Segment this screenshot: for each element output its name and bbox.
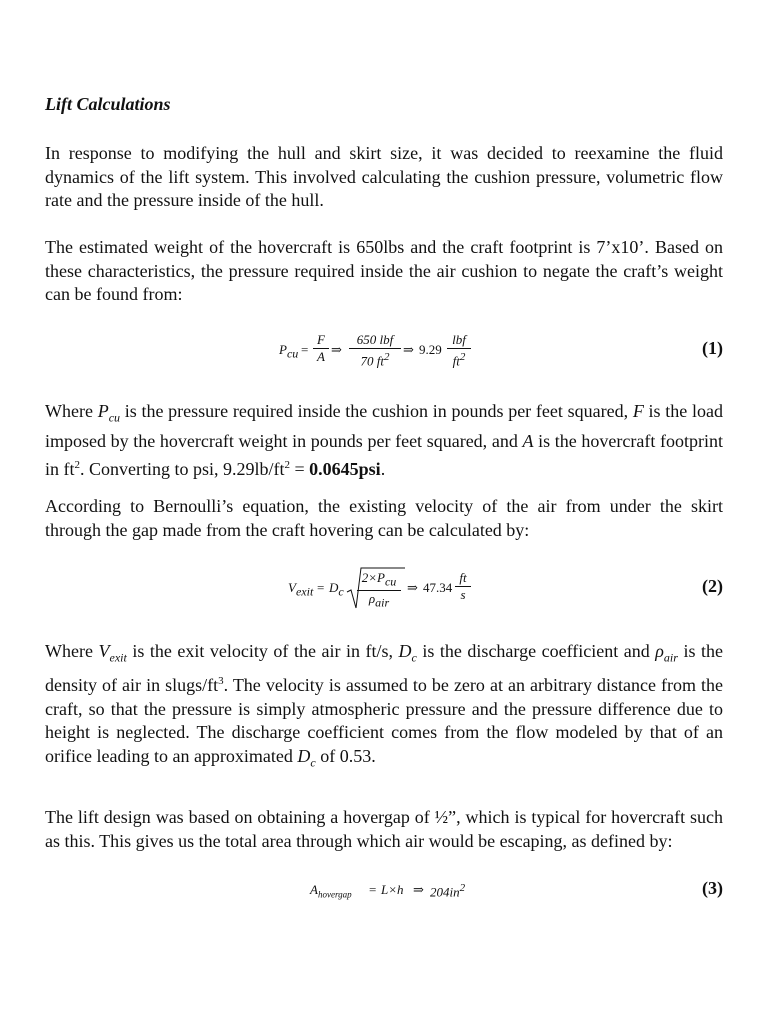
eq2-discharge-coefficient: $D_c$ — [329, 580, 344, 599]
eq1-arrow: ⇒ — [331, 342, 342, 357]
paragraph-hovergap: The lift design was based on obtaining a hovergap of ½”, which is typical for hovercraft such as this. This gives us the total area through which air would be escaping, as defined by: — [45, 807, 723, 851]
eq3-rhs: L×h — [381, 882, 404, 897]
paragraph-variables-2: Where $V_{exit}$ is the exit velocity of the air in ft/s, $D_c$ is the discharge coefficient and $\rho_{air}$ is the density of air in slugs/$ft^3$. The velocity is assumed to be zero at an arbitrary distance from the craft, so that the pressure is simply atmospheric pressure and the pressure difference due to height is neglected. The discharge coefficient comes from the flow modeled by that of an orifice leading to an approximated $D_c$ of 0.53. — [45, 641, 723, 770]
psi-result: 0.0645psi — [309, 458, 381, 479]
equation-number-3: (3) — [702, 878, 723, 898]
eq2-unit-fraction: $\frac{ft}{s}$ — [455, 570, 471, 603]
equation-3 — [45, 878, 723, 904]
eq2-coefficient: 47.34 — [423, 580, 453, 595]
eq1-fraction-weight: 650 lbf 70 $ft^2$ — [349, 332, 401, 369]
eq1-lhs: $P_{cu}$ — [279, 342, 299, 361]
eq1-arrow-2: ⇒ — [403, 342, 414, 357]
eq1-coefficient: 9.29 — [419, 342, 442, 357]
equation-number-1: (1) — [702, 338, 723, 358]
eq1-fraction-f-over-a: $\frac{F}{A}$ — [313, 332, 329, 365]
equation-number-2: (2) — [702, 576, 723, 596]
eq1-unit-fraction: lbf $ft^2$ — [447, 332, 471, 369]
eq3-lhs: $A_{hovergap}$ — [310, 882, 352, 900]
paragraph-variables-1: Where $P_{cu}$ is the pressure required inside the cushion in pounds per feet squared, F is the load imposed by the hovercraft weight in pounds per feet squared, and A is the hovercraft footprint in $ft^2$. Converting to psi, $9.29lb/ft^2 = 0.0645psi$. — [45, 401, 723, 479]
eq2-root-fraction: $2\times P_{cu}$ $\rho_{air}$ — [357, 570, 401, 610]
eq2-arrow: ⇒ — [407, 580, 418, 595]
paragraph-bernoulli: According to Bernoulli’s equation, the existing velocity of the air from under the skirt through the gap made from the craft hovering can be calculated by: — [45, 496, 723, 540]
eq1-equals: = — [301, 342, 309, 357]
equation-1 — [45, 330, 723, 374]
eq3-arrow: ⇒ — [413, 882, 424, 897]
eq2-lhs: $V_{exit}$ — [288, 580, 314, 599]
section-heading: Lift Calculations — [45, 94, 171, 114]
paragraph-weight: The estimated weight of the hovercraft is 650lbs and the craft footprint is 7’x10’. Based on these characteristics, the pressure required inside the air cushion to negate the craft’s weight can be found from: — [45, 237, 723, 304]
eq3-equals: = — [369, 882, 377, 897]
eq2-equals: = — [317, 580, 325, 595]
eq3-value: $204in^2$ — [430, 882, 466, 900]
paragraph-intro: In response to modifying the hull and skirt size, it was decided to reexamine the fluid dynamics of the lift system. This involved calculating the cushion pressure, volumetric flow rate and the pressure inside of the hull. — [45, 143, 723, 210]
equation-2 — [45, 566, 723, 610]
